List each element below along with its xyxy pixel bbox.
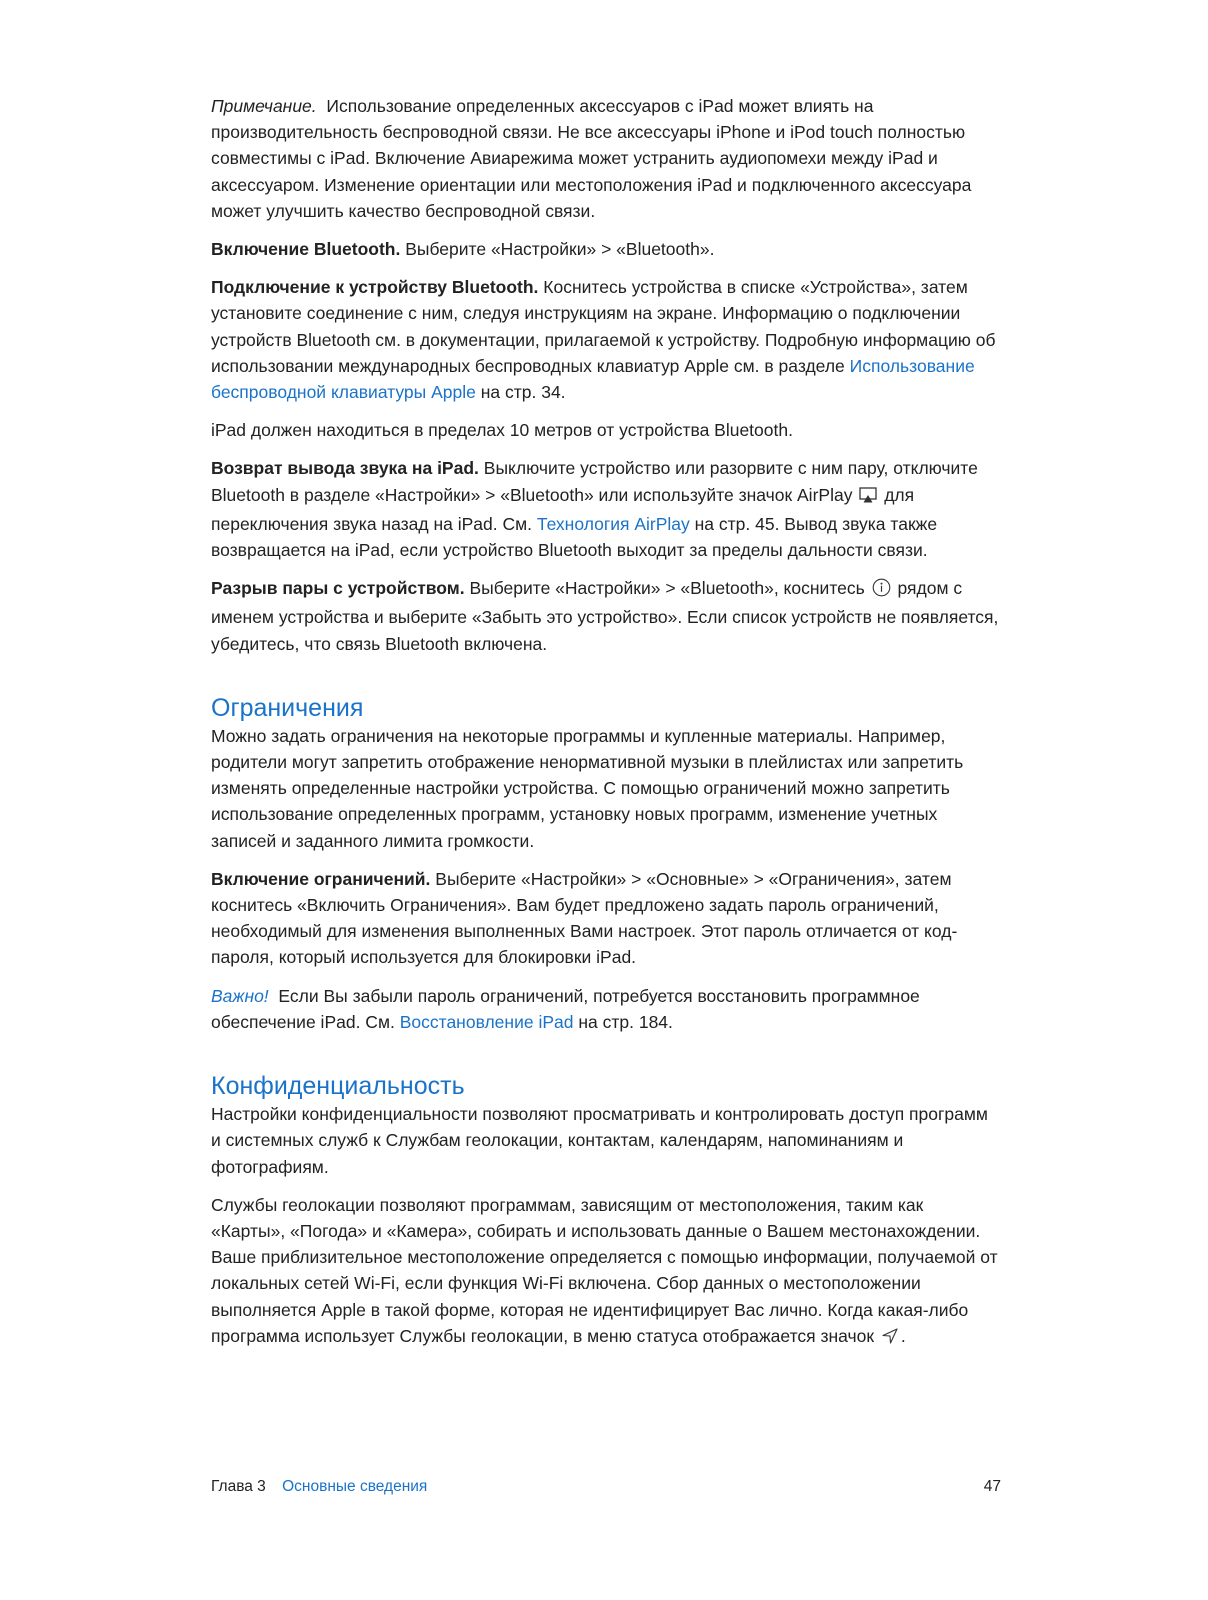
note-label: Примечание. bbox=[211, 96, 317, 116]
connect-bluetooth-paragraph bbox=[211, 274, 1001, 405]
return-audio-title: Возврат вывода звука на iPad. bbox=[211, 458, 479, 479]
unpair-paragraph bbox=[211, 575, 1001, 657]
enable-restrictions-title: Включение ограничений. bbox=[211, 868, 431, 889]
enable-restrictions-text: Выберите «Настройки» > «Основные» > «Ограничения», затем коснитесь «Включить Ограничения». Вам будет предложено задать пароль ограничений, необходимый для изменения выполненных Вами настроек. Этот пароль отличается от код-пароля, который используется для блокировки iPad. bbox=[211, 868, 958, 968]
note-text: Использование определенных аксессуаров с iPad может влиять на производительность беспроводной связи. Не все аксессуары iPhone и iPod touch полностью совместимы с iPad. Включение Авиарежима может устранить аудиопомехи между iPad и аксессуаром. Изменение ориентации или местоположения iPad и подключенного аксессуара может улучшить качество беспроводной связи. bbox=[211, 96, 972, 221]
enable-restrictions-paragraph bbox=[211, 866, 1001, 971]
unpair-text1: Выберите «Настройки» > «Bluetooth», коснитесь bbox=[469, 578, 865, 599]
connect-bluetooth-title: Подключение к устройству Bluetooth. bbox=[211, 277, 539, 298]
restrictions-intro: Можно задать ограничения на некоторые программы и купленные материалы. Например, родители могут запретить отображение ненормативной музыки в плейлистах или запретить изменять определенные настройки устройства. С помощью ограничений можно запретить использование определенных программ, установку новых программ, изменение учетных записей и заданного лимита громкости. bbox=[211, 725, 964, 851]
wireless-keyboard-link[interactable]: Использование беспроводной клавиатуры Apple bbox=[211, 355, 975, 403]
footer-chapter: Глава 3 bbox=[211, 1478, 266, 1495]
important-text: Если Вы забыли пароль ограничений, потребуется восстановить программное обеспечение iPad. См. bbox=[211, 985, 920, 1032]
enable-bluetooth-text: Выберите «Настройки» > «Bluetooth». bbox=[405, 239, 715, 260]
unpair-text2: рядом с именем устройства и выберите «Забыть это устройство». Если список устройств не появляется, убедитесь, что связь Bluetooth включена. bbox=[211, 578, 999, 654]
connect-bluetooth-text: Коснитесь устройства в списке «Устройства», затем установите соединение с ним, следуя инструкциям на экране. Информацию о подключении устройств Bluetooth см. в документации, прилагаемой к устройству. Подробную информацию об использовании международных беспроводных клавиатур Apple см. в разделе bbox=[211, 277, 996, 376]
privacy-intro: Настройки конфиденциальности позволяют просматривать и контролировать доступ программ и системных служб к Службам геолокации, контактам, календарям, напоминаниям и фотографиям. bbox=[211, 1104, 988, 1177]
return-audio-after: на стр. 45. Вывод звука также возвращается на iPad, если устройство Bluetooth выходит за пределы дальности связи. bbox=[211, 513, 938, 561]
unpair-title: Разрыв пары с устройством. bbox=[211, 578, 465, 599]
info-icon bbox=[872, 578, 891, 604]
enable-bluetooth-paragraph bbox=[211, 236, 1001, 262]
page-content bbox=[211, 93, 1001, 1364]
return-audio-text2: для переключения звука назад на iPad. См. bbox=[211, 484, 915, 534]
restore-ipad-link[interactable]: Восстановление iPad bbox=[399, 1011, 574, 1032]
privacy-heading: Конфиденциальность bbox=[211, 1072, 465, 1101]
restrictions-heading: Ограничения bbox=[211, 693, 364, 722]
footer-chapter-title[interactable]: Основные сведения bbox=[282, 1478, 428, 1495]
return-audio-paragraph bbox=[211, 455, 1001, 563]
privacy-section bbox=[211, 1071, 1001, 1352]
page-footer bbox=[211, 1478, 1001, 1496]
page-number: 47 bbox=[983, 1478, 1001, 1495]
location-arrow-icon bbox=[881, 1326, 899, 1352]
important-paragraph bbox=[211, 983, 1001, 1035]
enable-bluetooth-title: Включение Bluetooth. bbox=[211, 239, 401, 260]
location-services-paragraph bbox=[211, 1192, 1001, 1352]
location-services-text: Службы геолокации позволяют программам, зависящим от местоположения, таким как «Карты», «Погода» и «Камера», собирать и использовать данные о Вашем местонахождении. Ваше приблизительное местоположение определяется с помощью информации, получаемой от локальных сетей Wi-Fi, если функция Wi-Fi включена. Сбор данных о местоположении выполняется Apple в такой форме, которая не идентифицирует Вас лично. Когда какая-либо программа использует Службы геолокации, в меню статуса отображается значок bbox=[211, 1194, 998, 1346]
return-audio-text1: Выключите устройство или разорвите с ним пару, отключите Bluetooth в разделе «Настройки» > «Bluetooth» или используйте значок AirPlay bbox=[211, 458, 978, 505]
airplay-icon bbox=[859, 485, 877, 511]
airplay-technology-link[interactable]: Технология AirPlay bbox=[536, 513, 690, 534]
note-paragraph bbox=[211, 93, 1001, 224]
connect-bluetooth-after: на стр. 34. bbox=[480, 382, 566, 403]
range-paragraph: iPad должен находиться в пределах 10 метров от устройства Bluetooth. bbox=[211, 420, 793, 441]
important-label: Важно! bbox=[211, 985, 269, 1006]
location-services-end: . bbox=[900, 1325, 906, 1346]
restrictions-section bbox=[211, 693, 1001, 1035]
important-after: на стр. 184. bbox=[578, 1011, 673, 1032]
